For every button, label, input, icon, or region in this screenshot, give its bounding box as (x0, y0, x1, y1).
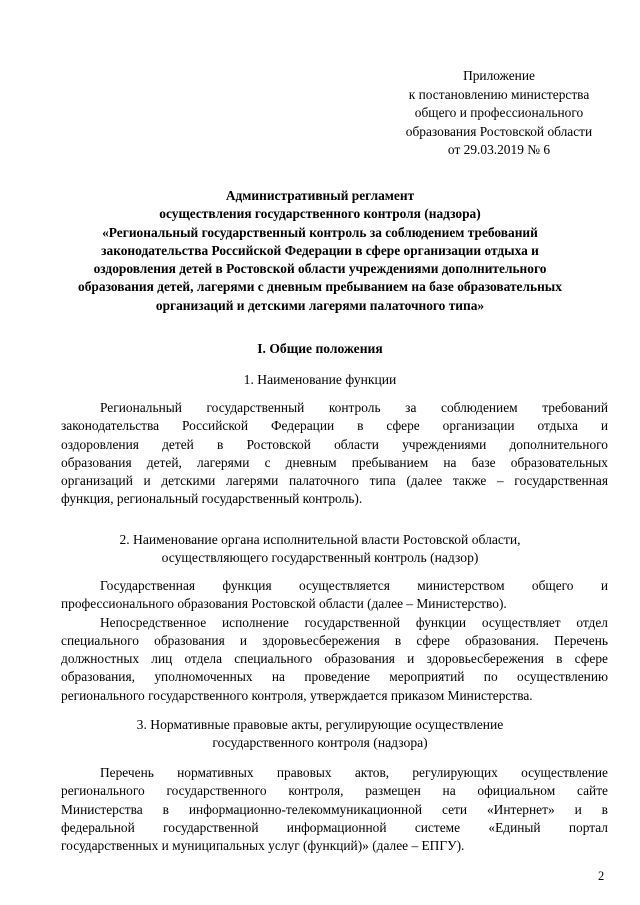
title-line: организаций и детскими лагерями палаточного типа» (155, 297, 485, 313)
title-line: «Региональный государственный контроль за соблюдением требований (102, 224, 538, 240)
approval-line: от 29.03.2019 № 6 (447, 142, 551, 157)
title-line: законодательства Российской Федерации в сфере организации отдыха и (101, 242, 539, 258)
page-number: 2 (598, 869, 605, 883)
approval-line: к постановлению министерства (408, 86, 590, 102)
title-line: Административный регламент (225, 188, 415, 203)
document-title (40, 187, 600, 315)
approval-stamp (380, 67, 618, 160)
approval-line: образования Ростовской области (405, 123, 593, 139)
subsection-heading-1: 1. Наименование функции (243, 372, 397, 387)
subsection-heading-3: 3. Нормативные правовые акты, регулирующие осуществление государственного контроля (надзора) (136, 717, 504, 751)
paragraph-authority: Государственная функция осуществляется министерством общего и профессионального образования Ростовской области (далее – Министерство). (61, 578, 608, 612)
subsection-heading-2: 2. Наименование органа исполнительной власти Ростовской области, осуществляющего государственный контроль (надзор) (119, 532, 521, 566)
paragraph-function-name: Региональный государственный контроль за соблюдением требований законодательства Российской Федерации в сфере организации отдыха и оздоровления детей в Ростовской области учреждениями дополнительного образования детей, лагерями с дневным пребыванием на базе образовательных организаций и детскими лагерями палаточного типа (далее также – государственная функция, региональный государственный контроль). (61, 400, 608, 507)
paragraph-executor: Непосредственное исполнение государственной функции осуществляет отдел специального образования и здоровьесбережения в сфере образования. Перечень должностных лиц отдела специального образования и здоровьесбережения в сфере образования, уполномоченных на проведение мероприятий по осуществлению регионального государственного контроля, утверждается приказом Министерства. (61, 614, 608, 703)
approval-line: Приложение (463, 68, 535, 83)
section-heading: I. Общие положения (257, 341, 383, 356)
title-line: осуществления государственного контроля (надзора) (159, 206, 481, 222)
title-line: образования детей, лагерями с дневным пребыванием на базе образовательных (78, 279, 562, 295)
title-line: оздоровления детей в Ростовской области учреждениями дополнительного (93, 261, 547, 277)
approval-line: общего и профессионального (414, 105, 584, 120)
paragraph-legal-acts: Перечень нормативных правовых актов, регулирующих осуществление регионального государственного контроля, размещен на официальном сайте Министерства в информационно-телекоммуникационной сети «Интернет» и в федеральной государственной информационной системе «Единый портал государственных и муниципальных услуг (функций)» (далее – ЕПГУ). (61, 765, 608, 854)
